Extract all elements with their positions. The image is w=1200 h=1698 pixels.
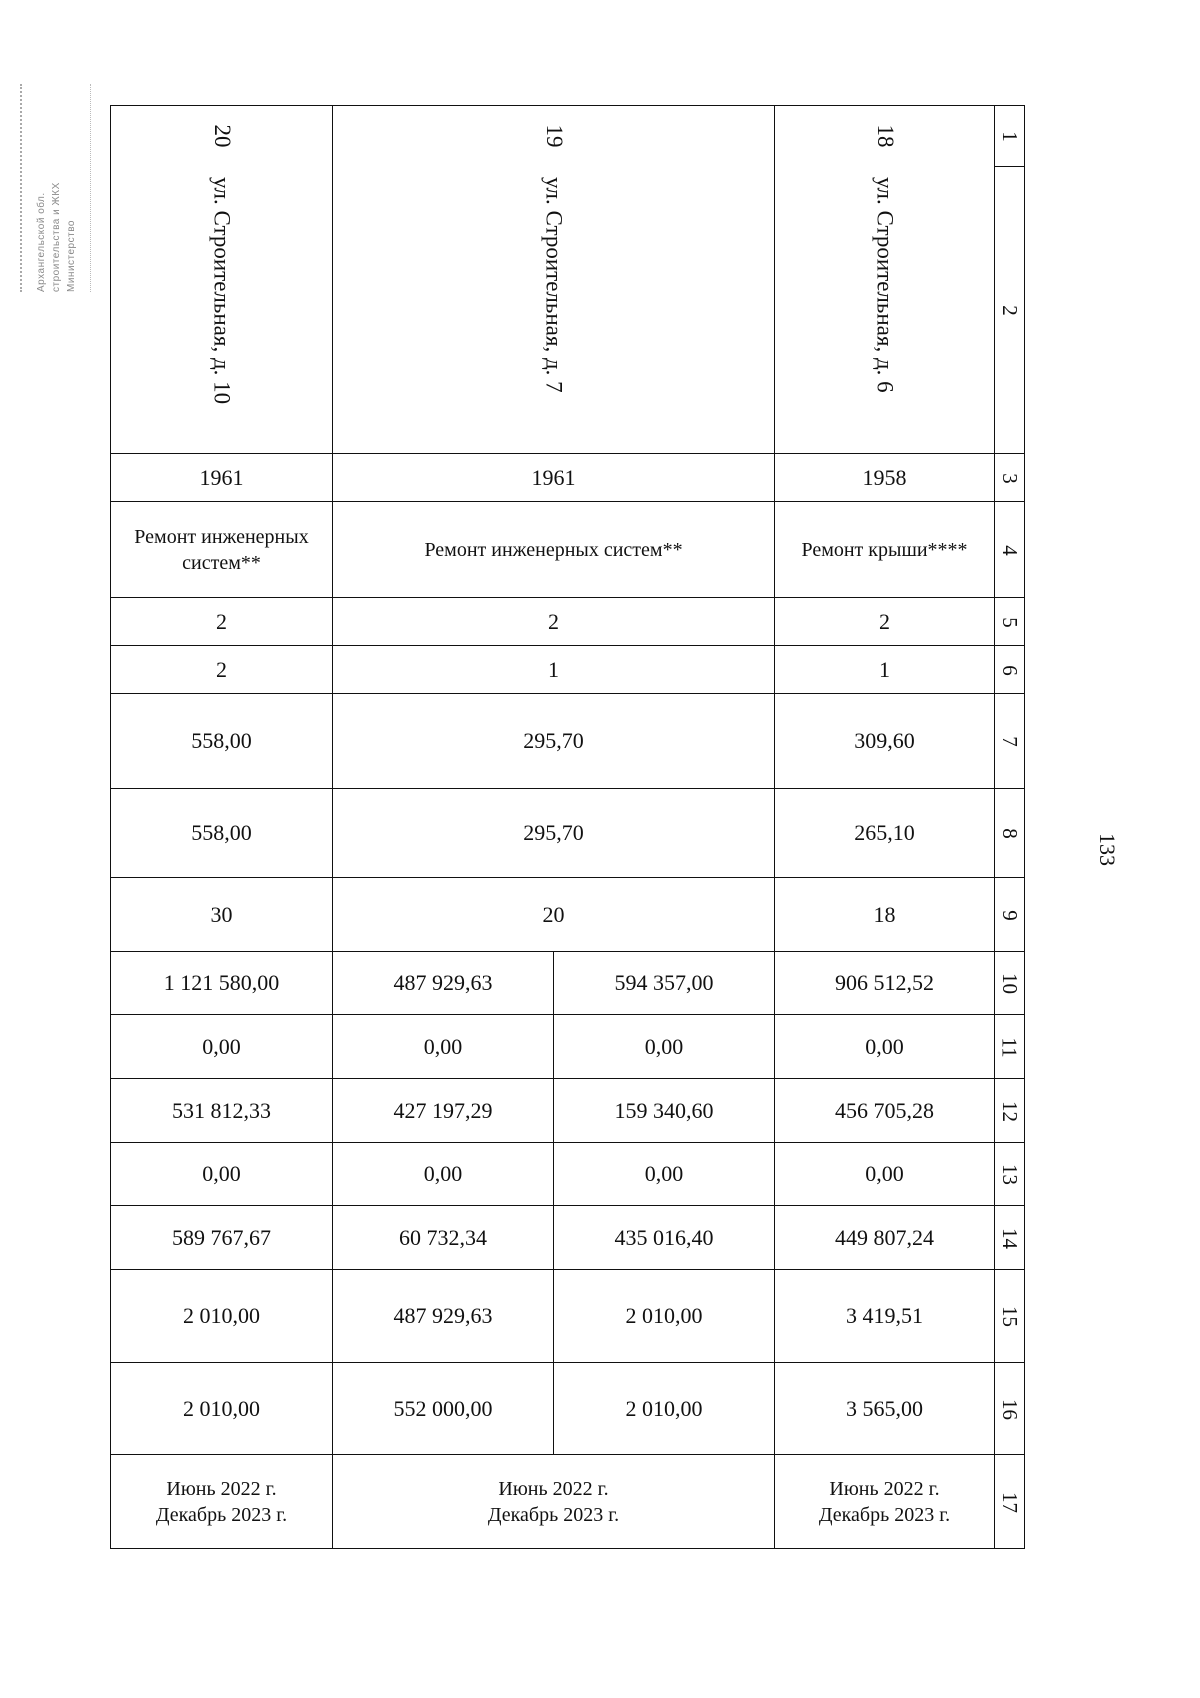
- object-address: ул. Строительная, д. 6: [872, 176, 898, 393]
- column-number: 11: [997, 1036, 1022, 1058]
- column-number-1-2: [995, 106, 1025, 454]
- column-number: 5: [998, 616, 1022, 628]
- column-number: 3: [998, 472, 1022, 484]
- row-col8: [111, 789, 1025, 878]
- year-cell: 1958: [775, 454, 995, 502]
- value-cell: 2 010,00: [111, 1270, 333, 1363]
- value-cell: 2: [111, 598, 333, 646]
- work-type-cell: Ремонт крыши****: [775, 502, 995, 598]
- value-cell: 0,00: [111, 1015, 333, 1079]
- value-cell: 0,00: [333, 1143, 554, 1206]
- row-col5: [111, 598, 1025, 646]
- value-cell: 449 807,24: [775, 1206, 995, 1270]
- value-cell: 0,00: [333, 1015, 554, 1079]
- work-type-cell: Ремонт инженерных систем**: [333, 502, 775, 598]
- value-cell: 2: [111, 646, 333, 694]
- row-col7: [111, 694, 1025, 789]
- column-number: 6: [998, 664, 1022, 676]
- stamp-line: Архангельской обл.: [35, 192, 47, 292]
- row-col15: [111, 1270, 1025, 1363]
- value-cell: 552 000,00: [333, 1363, 554, 1455]
- row-col14: [111, 1206, 1025, 1270]
- column-number: 10: [998, 973, 1022, 994]
- stamp-line: Министерство: [65, 220, 77, 292]
- row-year: [111, 454, 1025, 502]
- column-number: 12: [998, 1100, 1022, 1122]
- object-address: ул. Строительная, д. 7: [541, 176, 567, 393]
- page-number: 133: [1095, 833, 1120, 866]
- deadline-start: Июнь 2022 г.: [498, 1477, 609, 1500]
- value-cell: 558,00: [111, 789, 333, 878]
- value-cell: 3 565,00: [775, 1363, 995, 1455]
- value-cell: 456 705,28: [775, 1079, 995, 1143]
- cell-address-20: [111, 106, 333, 454]
- deadline-start: Июнь 2022 г.: [829, 1477, 940, 1500]
- value-cell: 0,00: [775, 1015, 995, 1079]
- stamp-line: строительства и ЖКХ: [50, 182, 62, 292]
- row-deadline: [111, 1455, 1025, 1549]
- value-cell: 1: [775, 646, 995, 694]
- deadline-cell: [333, 1455, 775, 1549]
- value-cell: 2: [333, 598, 775, 646]
- column-number: 1: [998, 130, 1022, 142]
- value-cell: 487 929,63: [333, 1270, 554, 1363]
- row-work-type: [111, 502, 1025, 598]
- value-cell: 30: [111, 878, 333, 952]
- deadline-cell: [111, 1455, 333, 1549]
- deadline-end: Декабрь 2023 г.: [818, 1503, 951, 1526]
- value-cell: 0,00: [554, 1143, 775, 1206]
- value-cell: 60 732,34: [333, 1206, 554, 1270]
- column-number: 4: [998, 544, 1022, 556]
- column-number: 13: [998, 1164, 1022, 1185]
- deadline-start: Июнь 2022 г.: [166, 1477, 277, 1500]
- row-col6: [111, 646, 1025, 694]
- object-number: 20: [209, 124, 235, 147]
- row-col11: [111, 1015, 1025, 1079]
- object-number: 18: [872, 124, 898, 147]
- column-number: 14: [998, 1227, 1022, 1249]
- value-cell: 0,00: [554, 1015, 775, 1079]
- value-cell: 159 340,60: [554, 1079, 775, 1143]
- object-number: 19: [541, 124, 567, 147]
- value-cell: 487 929,63: [333, 952, 554, 1015]
- work-type-cell: Ремонт инженерных систем**: [111, 502, 333, 598]
- deadline-cell: [775, 1455, 995, 1549]
- value-cell: 3 419,51: [775, 1270, 995, 1363]
- value-cell: 589 767,67: [111, 1206, 333, 1270]
- value-cell: 295,70: [333, 789, 775, 878]
- column-number: 9: [998, 909, 1022, 921]
- object-address: ул. Строительная, д. 10: [209, 176, 235, 404]
- value-cell: 18: [775, 878, 995, 952]
- value-cell: 435 016,40: [554, 1206, 775, 1270]
- value-cell: 0,00: [775, 1143, 995, 1206]
- column-number: 15: [998, 1306, 1022, 1327]
- value-cell: 2 010,00: [554, 1270, 775, 1363]
- column-number: 17: [998, 1491, 1022, 1513]
- value-cell: 531 812,33: [111, 1079, 333, 1143]
- value-cell: 265,10: [775, 789, 995, 878]
- cell-address-19: [333, 106, 775, 454]
- side-stamp: [20, 84, 91, 292]
- row-col16: [111, 1363, 1025, 1455]
- column-number: 16: [998, 1398, 1022, 1420]
- value-cell: 2: [775, 598, 995, 646]
- row-address: [111, 106, 1025, 454]
- value-cell: 2 010,00: [111, 1363, 333, 1455]
- cell-address-18: [775, 106, 995, 454]
- row-col9: [111, 878, 1025, 952]
- value-cell: 558,00: [111, 694, 333, 789]
- value-cell: 1: [333, 646, 775, 694]
- value-cell: 1 121 580,00: [111, 952, 333, 1015]
- row-col13: [111, 1143, 1025, 1206]
- value-cell: 309,60: [775, 694, 995, 789]
- column-number: 7: [998, 736, 1022, 747]
- row-col10: [111, 952, 1025, 1015]
- value-cell: 0,00: [111, 1143, 333, 1206]
- column-number: 8: [998, 828, 1022, 839]
- value-cell: 2 010,00: [554, 1363, 775, 1455]
- deadline-end: Декабрь 2023 г.: [155, 1503, 288, 1526]
- value-cell: 594 357,00: [554, 952, 775, 1015]
- deadline-end: Декабрь 2023 г.: [487, 1503, 620, 1526]
- value-cell: 427 197,29: [333, 1079, 554, 1143]
- housing-repair-table: [110, 105, 1025, 1549]
- row-col12: [111, 1079, 1025, 1143]
- value-cell: 906 512,52: [775, 952, 995, 1015]
- year-cell: 1961: [111, 454, 333, 502]
- value-cell: 295,70: [333, 694, 775, 789]
- column-number: 2: [998, 304, 1022, 316]
- value-cell: 20: [333, 878, 775, 952]
- year-cell: 1961: [333, 454, 775, 502]
